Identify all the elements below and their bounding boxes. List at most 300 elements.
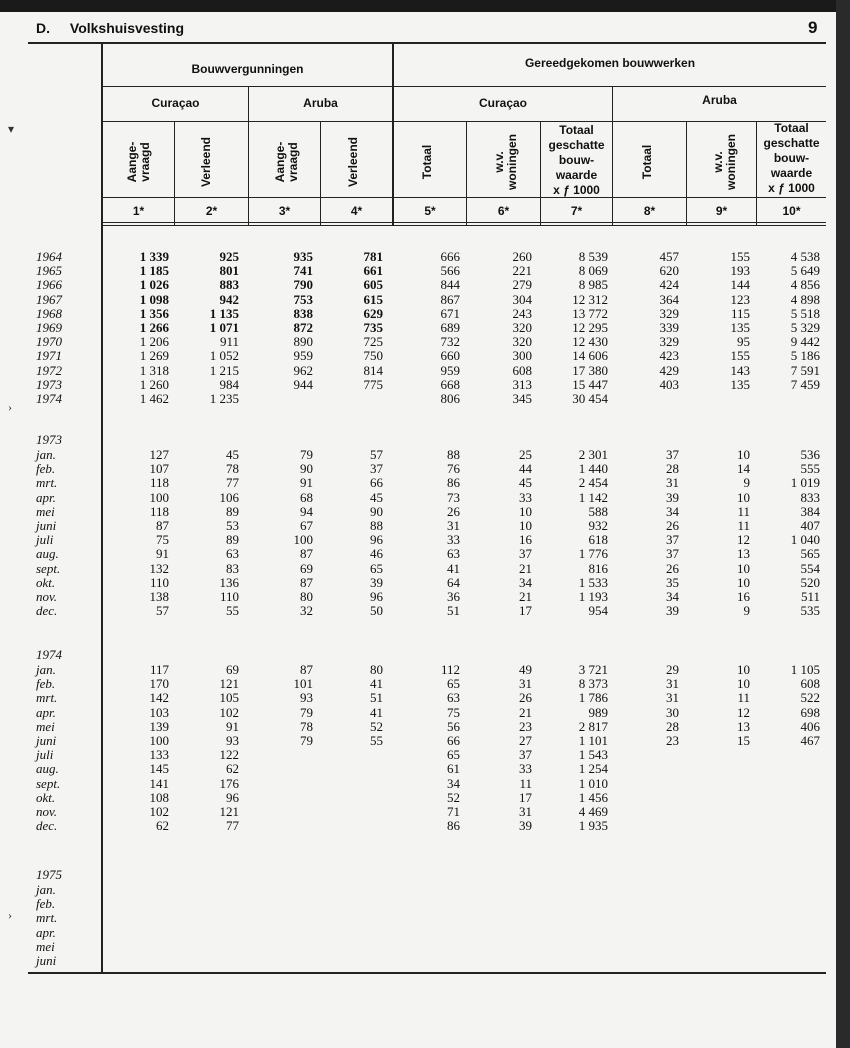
col4-header: Verleend [346,136,360,188]
table-cell: 555 [800,461,820,477]
table-cell: 66 [370,475,383,491]
table-cell: 76 [447,461,460,477]
table-cell: 51 [447,603,460,619]
table-cell: 21 [519,560,532,576]
table-cell: 88 [447,447,460,462]
table-cell: 9 [743,475,750,491]
table-cell: 108 [149,789,169,805]
table-cell: 329 [659,334,679,350]
col9-header: w.v. woningen [711,134,738,190]
table-cell: 10 [737,560,750,576]
table-cell: 193 [730,263,750,279]
table-cell: 10 [737,676,750,692]
table-cell: 329 [659,305,679,321]
table-cell: 71 [447,804,460,819]
table-cell: 304 [512,291,532,307]
table-cell: 781 [363,249,383,264]
table-cell: 65 [370,560,383,576]
row-label: jan. [36,662,56,677]
table-cell: 1 135 [209,305,239,321]
table-cell: 1 786 [578,690,608,706]
table-cell: 12 [737,704,750,720]
table-cell: 78 [226,461,239,477]
table-cell: 144 [730,277,750,293]
margin-mark: ▾ [8,122,15,136]
table-cell: 1 142 [578,489,608,505]
table-cell: 620 [659,263,679,279]
header-rule-5 [101,225,826,226]
table-cell: 80 [300,589,313,604]
table-cell: 689 [440,320,460,335]
table-cell: 12 312 [572,291,608,307]
table-cell: 735 [363,320,383,335]
table-cell: 100 [149,733,169,748]
group-header-gereedgekomen: Gereedgekomen bouwwerken [524,56,696,70]
col1-header: Aange- vraagd [125,141,152,183]
table-cell: 53 [226,518,239,533]
table-cell: 1 052 [209,348,239,364]
row-label: 1969 [36,320,62,335]
table-cell: 23 [666,733,679,748]
table-cell: 942 [219,291,239,307]
table-cell: 122 [219,747,239,763]
row-label: 1964 [36,249,62,264]
table-cell: 90 [370,503,383,519]
row-label: okt. [36,789,56,805]
table-cell: 139 [149,718,169,734]
table-cell: 511 [800,589,820,604]
table-cell: 143 [730,362,750,378]
table-cell: 87 [300,546,313,562]
col8-number: 8* [643,204,656,218]
row-label: juli [36,532,54,548]
col10-number: 10* [782,204,801,218]
table-cell: 155 [730,249,750,264]
table-cell: 15 [737,733,750,748]
row-label: 1968 [36,305,62,321]
table-cell: 11 [519,775,532,791]
table-cell: 176 [219,775,239,791]
table-cell: 56 [447,718,460,734]
table-cell: 93 [226,733,239,748]
table-cell: 107 [149,461,169,477]
margin-mark: › [8,908,12,922]
subheader-curacao-2: Curaçao [478,96,528,110]
row-label: apr. [36,924,56,940]
table-cell: 364 [659,291,679,307]
table-cell: 844 [440,277,460,293]
table-cell: 32 [300,603,313,619]
table-cell: 984 [219,376,239,392]
table-cell: 90 [300,461,313,477]
table-cell: 5 329 [790,320,820,335]
table-cell: 34 [447,775,460,791]
table-cell: 883 [219,277,239,293]
table-cell: 37 [519,546,532,562]
row-label: mrt. [36,475,58,491]
table-cell: 671 [440,305,460,321]
table-cell: 69 [300,560,313,576]
table-cell: 536 [800,447,820,462]
group-header-bouwvergunningen: Bouwvergunningen [191,62,304,76]
table-cell: 65 [447,747,460,763]
row-label: nov. [36,804,58,819]
table-cell: 12 295 [572,320,608,335]
scan-top-edge [0,0,850,12]
table-cell: 142 [149,690,169,706]
table-cell: 867 [440,291,460,307]
table-cell: 17 [519,603,532,619]
table-cell: 91 [300,475,313,491]
table-cell: 8 069 [578,263,608,279]
header-rule-1 [101,86,826,87]
table-cell: 88 [370,518,383,533]
table-cell: 69 [226,662,239,677]
table-cell: 424 [659,277,679,293]
table-cell: 26 [447,503,460,519]
table-cell: 221 [512,263,532,279]
table-cell: 16 [737,589,750,604]
table-cell: 34 [666,503,679,519]
table-cell: 102 [149,804,169,819]
table-cell: 30 454 [572,391,608,406]
table-cell: 63 [447,690,460,706]
table-cell: 944 [293,376,313,392]
table-cell: 33 [519,489,532,505]
row-label: apr. [36,704,56,720]
table-cell: 106 [219,489,239,505]
table-cell: 668 [440,376,460,392]
table-cell: 44 [519,461,532,477]
row-label: juli [36,747,54,763]
table-cell: 872 [293,320,313,335]
table-cell: 67 [300,518,313,533]
table-cell: 26 [666,560,679,576]
table-cell: 4 538 [790,249,820,264]
table-cell: 11 [737,503,750,519]
table-cell: 37 [666,447,679,462]
col6-number: 6* [497,204,510,218]
table-cell: 37 [666,546,679,562]
table-cell: 11 [737,690,750,706]
header-rule-4 [101,222,826,223]
table-cell: 1 269 [139,348,169,364]
table-cell: 10 [519,518,532,533]
table-cell: 15 447 [572,376,608,392]
table-cell: 91 [156,546,169,562]
table-cell: 1 071 [209,320,239,335]
row-label: dec. [36,603,58,619]
table-cell: 935 [293,249,313,264]
col7-number: 7* [570,204,583,218]
table-cell: 39 [519,818,532,834]
table-cell: 1 462 [139,391,169,406]
col4-number: 4* [350,204,363,218]
table-cell: 89 [226,532,239,548]
table-cell: 1 266 [139,320,169,335]
table-cell: 1 440 [578,461,608,477]
table-cell: 618 [588,532,608,548]
margin-mark: › [8,400,12,414]
table-cell: 3 721 [578,662,608,677]
table-cell: 1 019 [790,475,820,491]
table-cell: 33 [447,532,460,548]
table-cell: 429 [659,362,679,378]
table-cell: 423 [659,348,679,364]
table-bottom-rule [28,972,826,974]
header-rule-2 [101,121,826,122]
table-cell: 12 430 [572,334,608,350]
row-label: aug. [36,761,59,777]
table-cell: 520 [800,574,820,590]
table-cell: 33 [519,761,532,777]
table-cell: 801 [219,263,239,279]
table-cell: 35 [666,574,679,590]
table-cell: 31 [519,804,532,819]
table-cell: 5 518 [790,305,820,321]
table-cell: 133 [149,747,169,763]
table-cell: 4 898 [790,291,820,307]
table-cell: 959 [440,362,460,378]
table-cell: 36 [447,589,460,604]
table-cell: 79 [300,704,313,720]
table-cell: 135 [730,376,750,392]
table-cell: 4 469 [578,804,608,819]
table-cell: 14 [737,461,750,477]
table-cell: 100 [293,532,313,548]
table-cell: 7 459 [790,376,820,392]
table-cell: 615 [363,291,383,307]
table-cell: 39 [666,489,679,505]
row-label: sept. [36,560,61,576]
table-cell: 115 [730,305,750,321]
table-cell: 39 [370,574,383,590]
row-label: aug. [36,546,59,562]
table-cell: 8 539 [578,249,608,264]
table-cell: 46 [370,546,383,562]
col10-header: Totaal geschatte bouw- waarde x ƒ 1000 [763,121,820,195]
table-cell: 65 [447,676,460,692]
row-label: dec. [36,818,58,834]
table-cell: 8 373 [578,676,608,692]
group-divider [392,44,394,225]
row-label: 1967 [36,291,62,307]
table-cell: 814 [363,362,383,378]
row-label: 1973 [36,376,62,392]
table-cell: 911 [219,334,239,350]
table-cell: 78 [300,718,313,734]
table-cell: 31 [447,518,460,533]
table-cell: 121 [219,804,239,819]
table-cell: 29 [666,662,679,677]
section-letter: D. [36,20,50,36]
table-cell: 25 [519,447,532,462]
table-cell: 320 [512,320,532,335]
table-cell: 1 254 [578,761,608,777]
table-cell: 1 101 [578,733,608,748]
table-cell: 64 [447,574,460,590]
table-cell: 566 [440,263,460,279]
table-cell: 138 [149,589,169,604]
table-cell: 49 [519,662,532,677]
table-cell: 170 [149,676,169,692]
col5-number: 5* [424,204,436,218]
table-cell: 41 [447,560,460,576]
table-cell: 608 [800,676,820,692]
row-label: apr. [36,489,56,505]
table-cell: 39 [666,603,679,619]
table-cell: 94 [300,503,313,519]
row-label: feb. [36,896,56,912]
row-label: mei [36,938,55,954]
table-cell: 698 [800,704,820,720]
row-label: nov. [36,589,58,604]
table-cell: 31 [666,475,679,491]
table-cell: 17 [519,789,532,805]
table-cell: 10 [737,662,750,677]
table-cell: 279 [512,277,532,293]
table-cell: 13 772 [572,305,608,321]
row-label: juni [36,518,57,533]
table-cell: 118 [149,503,169,519]
col3-number: 3* [278,204,291,218]
table-cell: 118 [149,475,169,491]
table-cell: 37 [370,461,383,477]
table-cell: 1 533 [578,574,608,590]
table-cell: 1 193 [578,589,608,604]
col6-header: w.v. woningen [492,134,519,190]
table-cell: 1 105 [790,662,820,677]
table-cell: 21 [519,704,532,720]
table-cell: 31 [666,676,679,692]
table-cell: 96 [370,589,383,604]
table-cell: 816 [588,560,608,576]
table-cell: 732 [440,334,460,350]
table-cell: 75 [447,704,460,720]
table-cell: 260 [512,249,532,264]
row-label: mei [36,503,55,519]
table-cell: 407 [800,518,820,533]
col2-number: 2* [205,204,218,218]
table-cell: 66 [447,733,460,748]
table-cell: 775 [363,376,383,392]
table-cell: 959 [293,348,313,364]
table-cell: 608 [512,362,532,378]
table-cell: 55 [370,733,383,748]
col8-header: Totaal [640,144,654,180]
row-label: okt. [36,574,56,590]
table-cell: 62 [156,818,169,834]
table-cell: 790 [293,277,313,293]
table-cell: 30 [666,704,679,720]
table-top-rule [28,42,826,44]
table-cell: 55 [226,603,239,619]
table-cell: 63 [226,546,239,562]
table-cell: 77 [226,475,239,491]
table-cell: 26 [519,690,532,706]
table-cell: 838 [293,305,313,321]
row-label: feb. [36,676,56,692]
table-cell: 100 [149,489,169,505]
table-cell: 1 098 [139,291,169,307]
col1-number: 1* [132,204,145,218]
table-cell: 34 [666,589,679,604]
table-cell: 9 442 [790,334,820,350]
table-cell: 11 [737,518,750,533]
table-cell: 10 [737,574,750,590]
table-cell: 79 [300,447,313,462]
row-label: sept. [36,775,61,791]
table-cell: 61 [447,761,460,777]
table-cell: 41 [370,676,383,692]
table-cell: 1 026 [139,277,169,293]
table-cell: 45 [519,475,532,491]
table-cell: 37 [666,532,679,548]
table-cell: 68 [300,489,313,505]
col3-header: Aange- vraagd [273,141,300,183]
table-cell: 28 [666,461,679,477]
table-cell: 45 [370,489,383,505]
table-cell: 741 [293,263,313,279]
table-cell: 52 [447,789,460,805]
table-cell: 31 [519,676,532,692]
table-cell: 12 [737,532,750,548]
table-cell: 27 [519,733,532,748]
table-cell: 10 [519,503,532,519]
table-cell: 10 [737,489,750,505]
table-cell: 73 [447,489,460,505]
table-cell: 243 [512,305,532,321]
table-cell: 110 [149,574,169,590]
table-cell: 101 [293,676,313,692]
table-cell: 890 [293,334,313,350]
table-cell: 1 235 [209,391,239,406]
table-cell: 26 [666,518,679,533]
table-cell: 833 [800,489,820,505]
table-cell: 87 [300,574,313,590]
table-cell: 457 [659,249,679,264]
table-cell: 57 [370,447,383,462]
table-cell: 23 [519,718,532,734]
table-cell: 31 [666,690,679,706]
row-label: 1974 [36,391,62,406]
table-cell: 112 [440,662,460,677]
table-cell: 17 380 [572,362,608,378]
row-label: juni [36,953,57,968]
row-label: 1966 [36,277,62,293]
table-cell: 132 [149,560,169,576]
subheader-aruba-2: Aruba [702,93,737,107]
table-cell: 117 [149,662,169,677]
table-cell: 1 010 [578,775,608,791]
table-cell: 14 606 [572,348,608,364]
table-cell: 136 [219,574,239,590]
col2-header: Verleend [199,136,213,188]
table-cell: 110 [219,589,239,604]
row-label: mrt. [36,910,58,926]
table-cell: 1 185 [139,263,169,279]
row-label: juni [36,733,57,748]
table-cell: 2 454 [578,475,608,491]
table-cell: 105 [219,690,239,706]
row-label: 1974 [36,647,62,662]
table-cell: 86 [447,475,460,491]
table-cell: 565 [800,546,820,562]
table-cell: 89 [226,503,239,519]
table-cell: 21 [519,589,532,604]
table-cell: 962 [293,362,313,378]
table-cell: 467 [800,733,820,748]
